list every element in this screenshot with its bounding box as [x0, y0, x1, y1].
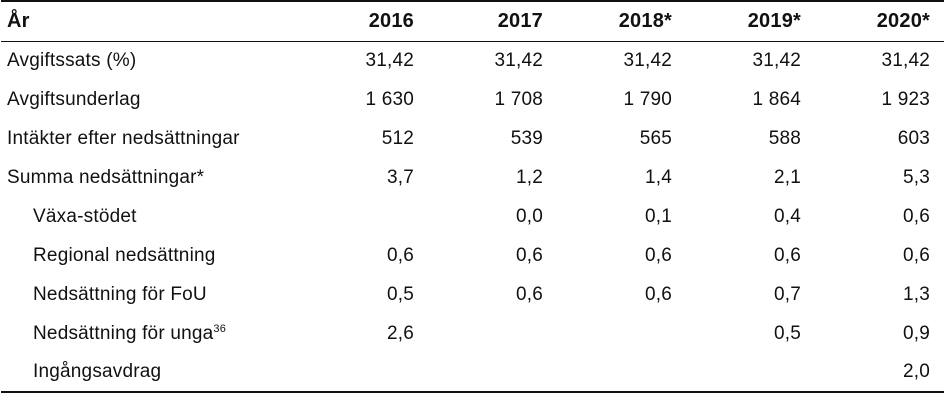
value-cell: 0,6 [773, 244, 801, 266]
row-label-cell [1, 158, 299, 197]
row-label: Avgiftssats (%) [7, 49, 137, 71]
table-row [1, 80, 944, 119]
row-label-cell [1, 314, 299, 353]
row-label-cell [1, 197, 299, 236]
table-row [1, 275, 944, 314]
value-cell: 31,42 [365, 49, 414, 71]
value-cell: 539 [510, 127, 543, 149]
table-row [1, 158, 944, 197]
value-cell: 31,42 [494, 49, 543, 71]
value-cell: 2,6 [386, 322, 414, 344]
table-row [1, 314, 944, 353]
value-cell: 3,7 [386, 166, 414, 188]
value-cell: 0,9 [902, 322, 930, 344]
value-cell: 603 [897, 127, 930, 149]
header-year-2020: 2020* [815, 1, 944, 41]
row-label-cell [1, 41, 299, 80]
value-cell: 0,7 [773, 283, 801, 305]
value-cell: 0,4 [773, 205, 801, 227]
row-label: Summa nedsättningar* [7, 166, 205, 188]
value-cell: 0,5 [773, 322, 801, 344]
value-cell: 1 790 [623, 88, 672, 110]
row-label-cell [1, 275, 299, 314]
row-label: Växa-stödet [33, 205, 137, 227]
value-cell [428, 353, 557, 392]
contribution-table [1, 0, 944, 393]
header-year-label: År [1, 1, 299, 41]
header-year-2016: 2016 [299, 1, 428, 41]
value-cell: 1,2 [515, 166, 543, 188]
contribution-table-container [1, 0, 944, 393]
value-cell: 5,3 [902, 166, 930, 188]
table-row [1, 119, 944, 158]
value-cell: 0,1 [644, 205, 672, 227]
row-label: Nedsättning för unga [33, 322, 214, 344]
table-row [1, 41, 944, 80]
value-cell: 1,4 [644, 166, 672, 188]
value-cell: 31,42 [881, 49, 930, 71]
value-cell: 588 [768, 127, 801, 149]
value-cell: 1 630 [365, 88, 414, 110]
row-label: Intäkter efter nedsättningar [7, 127, 240, 149]
value-cell: 0,6 [515, 244, 543, 266]
value-cell: 0,6 [644, 244, 672, 266]
table-row [1, 197, 944, 236]
value-cell: 0,6 [902, 244, 930, 266]
value-cell: 0,5 [386, 283, 414, 305]
row-label: Avgiftsunderlag [7, 88, 141, 110]
value-cell: 0,6 [902, 205, 930, 227]
table-row [1, 353, 944, 392]
value-cell [428, 314, 557, 353]
value-cell: 31,42 [752, 49, 801, 71]
value-cell: 0,0 [515, 205, 543, 227]
value-cell [299, 353, 428, 392]
row-label-cell [1, 236, 299, 275]
value-cell: 1 864 [752, 88, 801, 110]
header-year-2018: 2018* [557, 1, 686, 41]
value-cell: 1 923 [881, 88, 930, 110]
header-year-2017: 2017 [428, 1, 557, 41]
row-label: Ingångsavdrag [33, 361, 162, 382]
row-label-cell [1, 119, 299, 158]
value-cell: 2,0 [815, 353, 944, 392]
value-cell [557, 353, 686, 392]
value-cell [299, 197, 428, 236]
footnote-marker: 36 [213, 322, 227, 335]
value-cell: 0,6 [515, 283, 543, 305]
table-row [1, 236, 944, 275]
value-cell: 0,6 [386, 244, 414, 266]
row-label: Nedsättning för FoU [33, 283, 207, 305]
row-label: Regional nedsättning [33, 244, 216, 266]
value-cell: 31,42 [623, 49, 672, 71]
header-year-2019: 2019* [686, 1, 815, 41]
value-cell: 512 [381, 127, 414, 149]
value-cell: 565 [639, 127, 672, 149]
value-cell: 2,1 [773, 166, 801, 188]
value-cell: 1 708 [494, 88, 543, 110]
value-cell [686, 353, 815, 392]
table-header-row [1, 1, 944, 41]
value-cell: 0,6 [644, 283, 672, 305]
value-cell: 1,3 [902, 283, 930, 305]
row-label-cell [1, 80, 299, 119]
row-label-cell [1, 353, 299, 392]
value-cell [557, 314, 686, 353]
